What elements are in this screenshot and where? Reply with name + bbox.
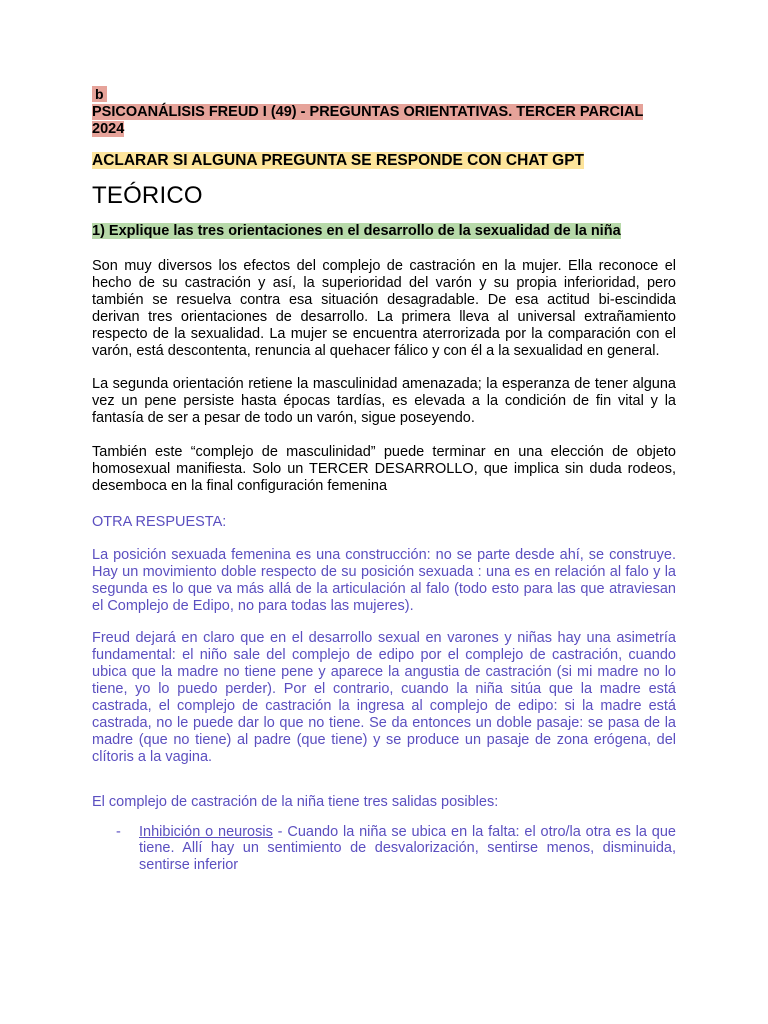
header-tag-line <box>92 86 676 104</box>
document-title <box>92 104 676 138</box>
document-content <box>92 86 676 874</box>
list-item-term: Inhibición o neurosis <box>139 823 273 840</box>
castration-outcomes-list <box>92 824 676 875</box>
section-heading: TEÓRICO <box>92 182 203 209</box>
other-answer-paragraph-2: Freud dejará en claro que en el desarrollo sexual en varones y niñas hay una asimetría fundamental: el niño sale del complejo de edipo por el complejo de castración, cuando ubica que la madre no tiene pene y aparece la angustia de castración (si mi madre no lo tiene, yo lo puedo perder). Por el contrario, cuando la niña sitúa que la madre está castrada, el complejo de castración la ingresa al complejo de edipo: si la madre está castrada, no le puede dar lo que no tiene. Se da entonces un doble pasaje: se pasa de la madre (que no tiene) al padre (que tiene) y se produce un pasaje de zona erógena, del clítoris a la vagina. <box>92 630 676 765</box>
list-bullet: - <box>116 823 121 840</box>
list-item-text: - Cuando la niña se ubica en la falta: el otro/la otra es la que tiene. Allí hay un sentimiento de desvalorización, sentirse menos, disminuida, sentirse inferior <box>139 823 676 874</box>
list-item-paragraph <box>139 824 676 875</box>
list-item <box>92 824 676 875</box>
question-1-text: 1) Explique las tres orientaciones en el desarrollo de la sexualidad de la niña <box>92 223 621 239</box>
chatgpt-note-text: ACLARAR SI ALGUNA PREGUNTA SE RESPONDE CON CHAT GPT <box>92 152 584 169</box>
answer-paragraph-2: La segunda orientación retiene la masculinidad amenazada; la esperanza de tener alguna vez un pene persiste hasta épocas tardías, es elevada a la condición de fin vital y la fantasía de ser a pesar de todo un varón, sigue poseyendo. <box>92 376 676 427</box>
chatgpt-note <box>92 151 676 170</box>
answer-paragraph-3: También este “complejo de masculinidad” puede terminar en una elección de objeto homosexual manifiesta. Solo un TERCER DESARROLLO, que implica sin duda rodeos, desemboca en la final configuración femenina <box>92 444 676 494</box>
document-title-text: PSICOANÁLISIS FREUD I (49) - PREGUNTAS ORIENTATIVAS. TERCER PARCIAL 2024 <box>92 104 644 137</box>
answer-paragraph-1: Son muy diversos los efectos del complejo de castración en la mujer. Ella reconoce el hecho de su castración y así, la superioridad del varón y su propia inferioridad, pero también se resuelva contra esa situación desagradable. De esa actitud bi-escindida derivan tres orientaciones de desarrollo. La primera lleva al universal extrañamiento respecto de la sexualidad. La mujer se encuentra aterrorizada por la comparación con el varón, está descontenta, renuncia al quehacer fálico y con él a la sexualidad en general. <box>92 258 676 359</box>
other-answer-paragraph-3: El complejo de castración de la niña tiene tres salidas posibles: <box>92 793 499 810</box>
other-answer-label: OTRA RESPUESTA: <box>92 513 227 530</box>
question-1 <box>92 222 676 240</box>
header-tag: b <box>92 86 107 102</box>
other-answer-paragraph-1: La posición sexuada femenina es una construcción: no se parte desde ahí, se construye. Hay un movimiento doble respecto de su posición sexuada : una es en relación al falo y la segunda es lo que va más allá de la articulación al falo (todo esto para las que atraviesan el Complejo de Edipo, no para todas las mujeres). <box>92 546 676 614</box>
